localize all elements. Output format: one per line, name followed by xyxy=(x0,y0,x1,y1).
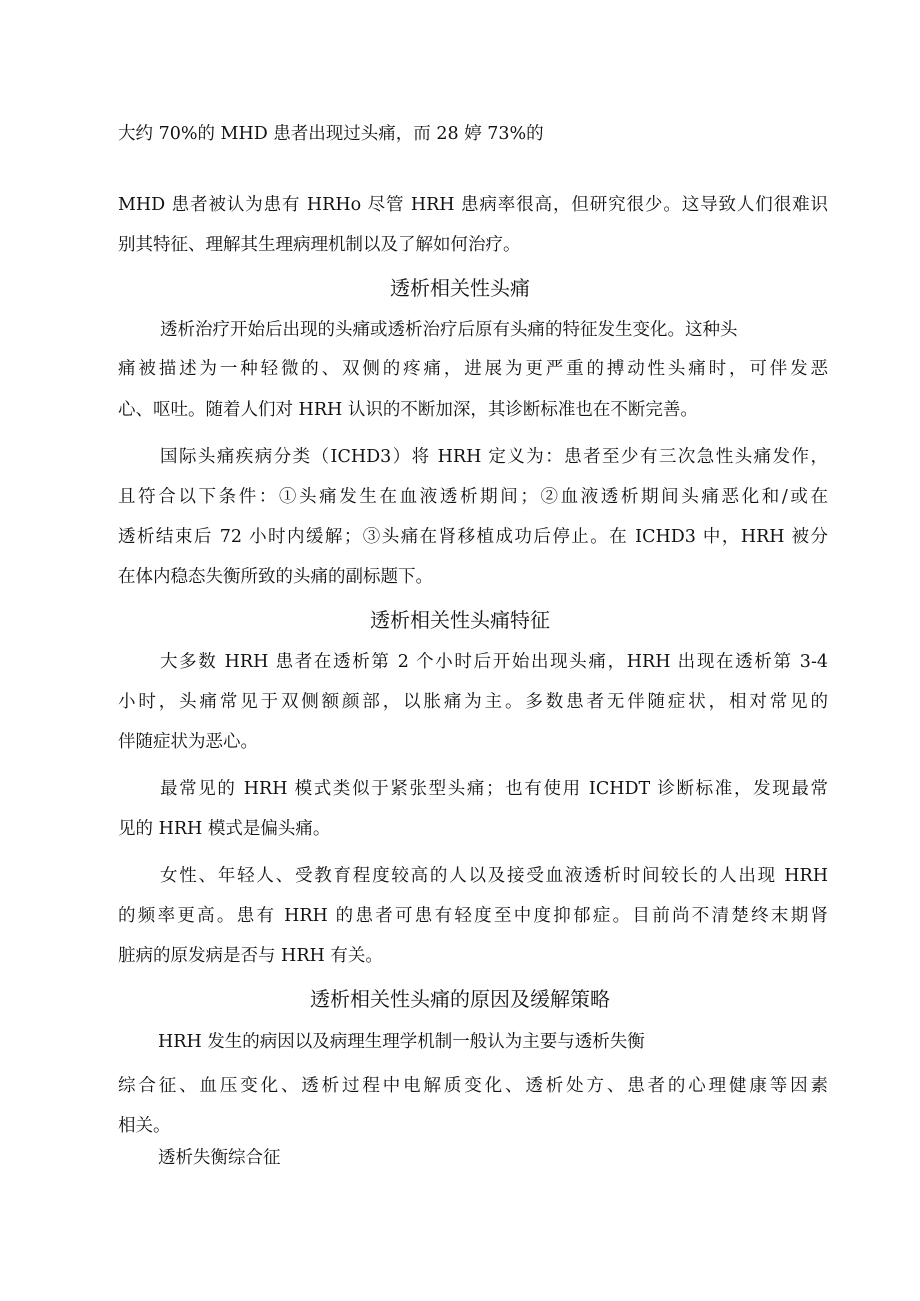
section-heading-hrh: 透析相关性头痛 xyxy=(390,276,530,300)
paragraph-line: 伴随症状为恶心。 xyxy=(118,732,258,752)
paragraph-line: 女性、年轻人、受教育程度较高的人以及接受血液透析时间较长的人出现 HRH xyxy=(160,866,828,886)
paragraph-line: 大多数 HRH 患者在透析第 2 个小时后开始出现头痛，HRH 出现在透析第 3-4 xyxy=(160,652,828,672)
paragraph-line: 相关。 xyxy=(118,1116,171,1136)
paragraph-line: 的频率更高。患有 HRH 的患者可患有轻度至中度抑郁症。目前尚不清楚终末期肾 xyxy=(118,906,828,926)
subheading-dialysis-disequilibrium: 透析失衡综合征 xyxy=(158,1148,281,1168)
paragraph-line: 且符合以下条件：①头痛发生在血液透析期间；②血液透析期间头痛恶化和/或在 xyxy=(118,487,828,507)
paragraph-line: 见的 HRH 模式是偏头痛。 xyxy=(118,819,331,839)
paragraph-line: 脏病的原发病是否与 HRH 有关。 xyxy=(118,946,383,966)
paragraph-line: 最常见的 HRH 模式类似于紧张型头痛；也有使用 ICHDT 诊断标准，发现最常 xyxy=(160,779,828,799)
paragraph-line: 小时，头痛常见于双侧额颜部，以胀痛为主。多数患者无伴随症状，相对常见的 xyxy=(118,692,828,712)
section-heading-causes: 透析相关性头痛的原因及缓解策略 xyxy=(310,987,610,1011)
intro-line-3: 别其特征、理解其生理病理机制以及了解如何治疗。 xyxy=(118,235,521,255)
paragraph-line: 透析结束后 72 小时内缓解；③头痛在肾移植成功后停止。在 ICHD3 中，HRH 被分 xyxy=(118,527,828,547)
intro-line-2: MHD 患者被认为患有 HRHo 尽管 HRH 患病率很高，但研究很少。这导致人们很难识 xyxy=(118,195,828,215)
paragraph-line: 痛被描述为一种轻微的、双侧的疼痛，进展为更严重的搏动性头痛时，可伴发恶 xyxy=(118,359,828,379)
paragraph-line: 在体内稳态失衡所致的头痛的副标题下。 xyxy=(118,567,433,587)
intro-line-1: 大约 70%的 MHD 患者出现过头痛，而 28 婷 73%的 xyxy=(118,124,544,144)
paragraph-line: 心、呕吐。随着人们对 HRH 认识的不断加深，其诊断标准也在不断完善。 xyxy=(118,400,698,420)
paragraph-line: 国际头痛疾病分类（ICHD3）将 HRH 定义为：患者至少有三次急性头痛发作， xyxy=(160,447,828,467)
section-heading-hrh-features: 透析相关性头痛特征 xyxy=(370,608,550,632)
paragraph-line: HRH 发生的病因以及病理生理学机制一般认为主要与透析失衡 xyxy=(158,1032,645,1052)
paragraph-line: 综合征、血压变化、透析过程中电解质变化、透析处方、患者的心理健康等因素 xyxy=(118,1076,828,1096)
paragraph-line: 透析治疗开始后出现的头痛或透析治疗后原有头痛的特征发生变化。这种头 xyxy=(160,320,738,340)
